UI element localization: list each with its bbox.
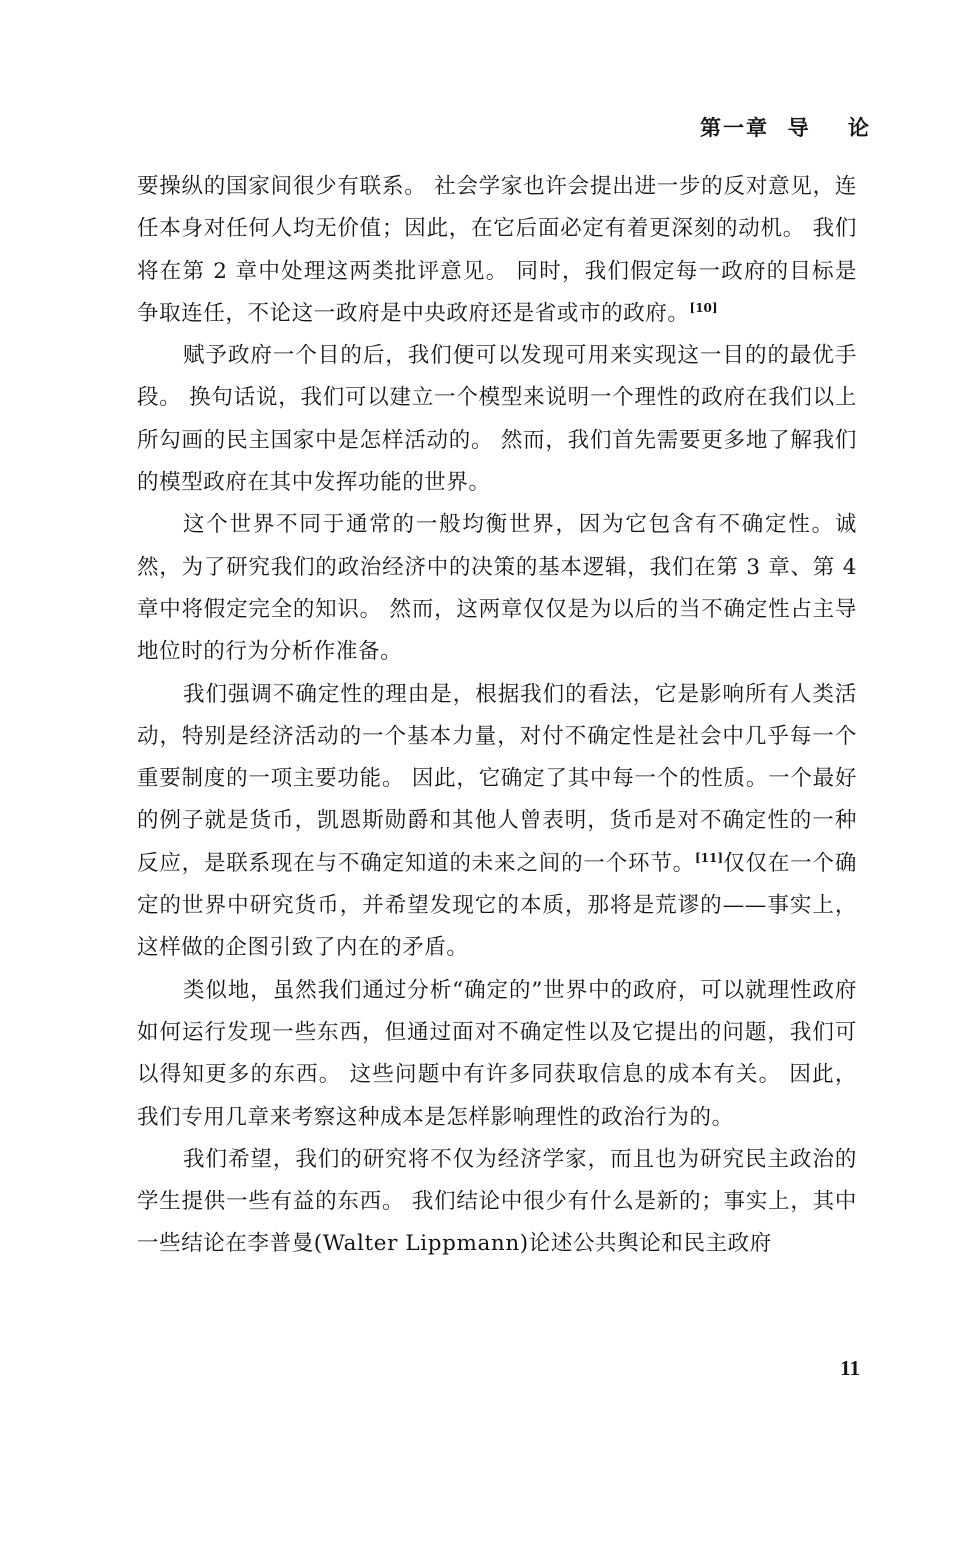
paragraph-text: 赋予政府一个目的后，我们便可以发现可用来实现这一目的的最优手段。 换句话说，我们可以建立一个模型来说明一个理性的政府在我们以上所勾画的民主国家中是怎样活动的。 然而，我们首先需要更多地了解我们的模型政府在其中发挥功能的世界。 — [137, 343, 857, 496]
paragraph-text-continued: 仅仅在一个确定的世界中研究货币，并希望发现它的本质，那将是荒谬的——事实上，这样做的企图引致了内在的矛盾。 — [137, 850, 857, 961]
paragraph-text: 我们强调不确定性的理由是，根据我们的看法，它是影响所有人类活动，特别是经济活动的一个基本力量，对付不确定性是社会中几乎每一个重要制度的一项主要功能。 因此，它确定了其中每一个的性质。一个最好的例子就是货币，凯恩斯勋爵和其他人曾表明，货币是对不确定性的一种反应，是联系现在与不确定知道的未来之间的一个环节。 — [137, 681, 857, 876]
page-number: 11 — [840, 1356, 860, 1380]
paragraph — [137, 166, 857, 335]
paragraph-text: 这个世界不同于通常的一般均衡世界，因为它包含有不确定性。诚然，为了研究我们的政治经济中的决策的基本逻辑，我们在第 3 章、第 4 章中将假定完全的知识。 然而，这两章仅仅是为以后的当不确定性占主导地位时的行为分析作准备。 — [137, 512, 857, 665]
paragraph — [137, 335, 857, 504]
paragraph-text: 要操纵的国家间很少有联系。 社会学家也许会提出进一步的反对意见，连任本身对任何人均无价值；因此，在它后面必定有着更深刻的动机。 我们将在第 2 章中处理这两类批评意见。 同时，我们假定每一政府的目标是争取连任，不论这一政府是中央政府还是省或市的政府。 — [137, 174, 857, 326]
running-header: 第一章 导 论 — [700, 115, 871, 140]
paragraph-text: 我们希望，我们的研究将不仅为经济学家，而且也为研究民主政治的学生提供一些有益的东西。 我们结论中很少有什么是新的；事实上，其中一些结论在李普曼(Walter Lippmann)论述公共舆论和民主政府 — [137, 1146, 857, 1257]
paragraph — [137, 504, 857, 673]
footnote-marker: [10] — [689, 300, 718, 315]
body-text — [137, 166, 857, 1266]
footnote-marker: [11] — [695, 850, 724, 865]
paragraph — [137, 970, 857, 1139]
paragraph — [137, 1139, 857, 1266]
paragraph — [137, 674, 857, 970]
paragraph-text: 类似地，虽然我们通过分析“确定的”世界中的政府，可以就理性政府如何运行发现一些东西，但通过面对不确定性以及它提出的问题，我们可以得知更多的东西。 这些问题中有许多同获取信息的成本有关。 因此，我们专用几章来考察这种成本是怎样影响理性的政治行为的。 — [137, 977, 857, 1130]
